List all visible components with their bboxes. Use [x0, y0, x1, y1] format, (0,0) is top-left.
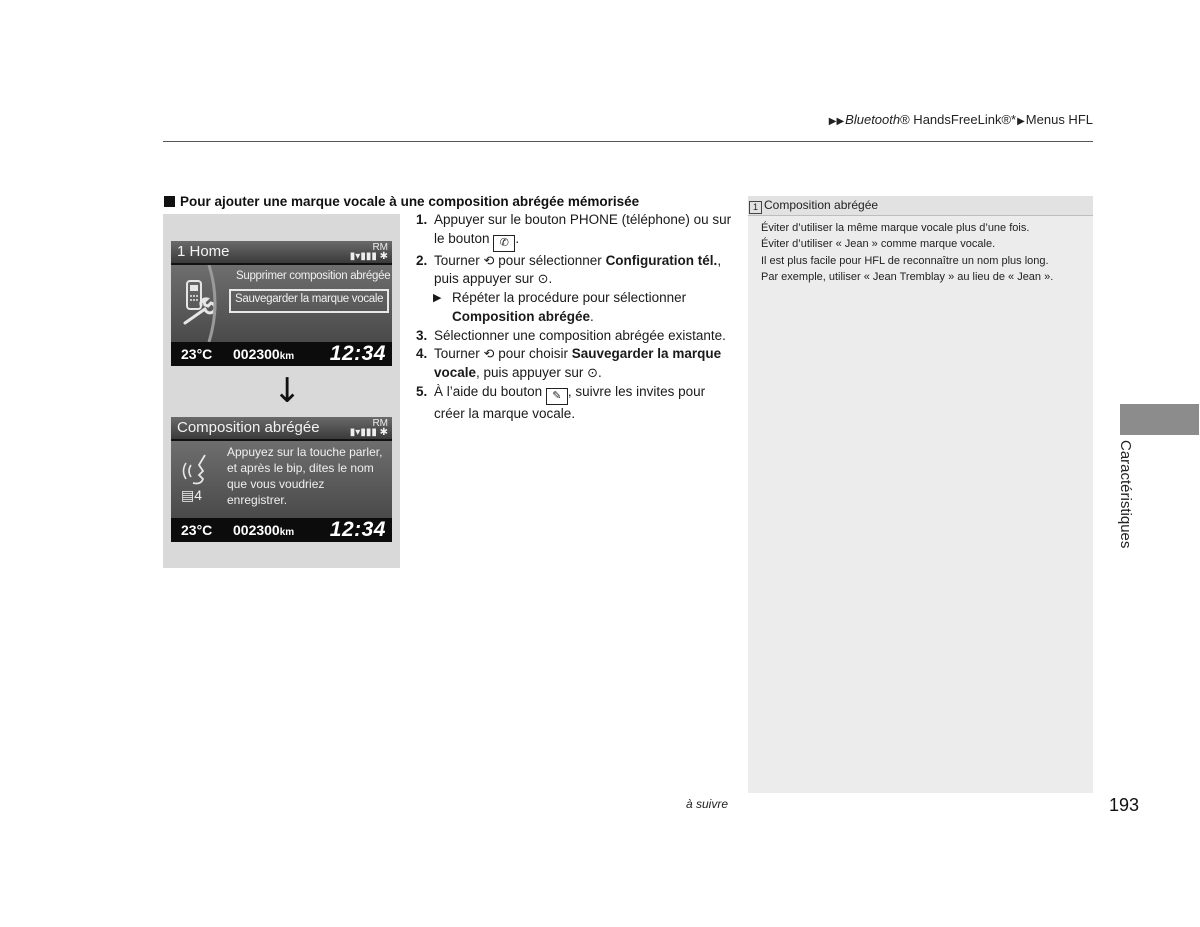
signal-icon: ▮▾▮▮▮ ✱ — [349, 427, 388, 438]
list-icon: ▤ — [181, 487, 195, 503]
step-text: Tourner — [434, 346, 480, 362]
down-arrow-icon: ↓ — [273, 371, 302, 411]
step-2 — [416, 252, 734, 289]
note-line: Par exemple, utiliser « Jean Tremblay » au lieu de « Jean ». — [761, 270, 1054, 283]
step-number: 5. — [416, 383, 428, 399]
step-text: , suivre les invites pour créer la marque vocale. — [434, 383, 706, 421]
temperature-readout: 23°C — [181, 346, 213, 362]
odometer-unit: km — [279, 527, 295, 538]
roaming-indicator: RM — [372, 418, 388, 429]
clock-readout: 12:34 — [329, 518, 386, 541]
interface-dial-rotate-icon: ⟲ — [483, 252, 495, 268]
screen-footer — [171, 342, 392, 366]
breadcrumb — [828, 112, 1093, 127]
interface-dial-press-icon: ⊙ — [587, 364, 599, 380]
step-number: 2. — [416, 252, 428, 268]
step-number: 1. — [416, 212, 428, 227]
chapter-tab-label — [1114, 440, 1136, 550]
voice-talk-icon — [179, 453, 213, 487]
step-menu-item: Sauvegarder la marque vocale — [434, 346, 722, 380]
screen-title: Composition abrégée — [177, 419, 320, 436]
screen-header — [171, 241, 392, 263]
step-5 — [416, 383, 734, 424]
signal-icon: ▮▾▮▮▮ ✱ — [349, 251, 388, 262]
clock-readout: 12:34 — [329, 342, 386, 365]
step-text: Tourner — [434, 252, 480, 268]
display-screen-menu — [171, 241, 392, 366]
talk-button-icon: ✎ — [546, 388, 568, 405]
odometer-value: 002300 — [233, 346, 280, 362]
note-line: Il est plus facile pour HFL de reconnaître un nom plus long. — [761, 254, 1049, 267]
substep-arrow-icon: ▶ — [433, 292, 442, 305]
display-screen-voice-prompt — [171, 417, 392, 542]
step-text: . — [598, 364, 602, 380]
square-bullet-icon — [164, 196, 175, 207]
side-note-body — [761, 220, 1086, 285]
chapter-tab-text: Caractéristiques — [1117, 440, 1134, 549]
breadcrumb-arrow-icon: ▶▶ — [828, 116, 845, 127]
voice-prompt-message: Appuyez sur la touche parler, et après le bip, dites le nom que vous voudriez enregistrer. — [227, 445, 383, 507]
step-number: 4. — [416, 346, 428, 362]
instruction-steps — [416, 211, 734, 423]
phone-button-icon: ✆ — [493, 235, 515, 252]
speed-dial-number: 4 — [194, 487, 203, 503]
note-line: Éviter d’utiliser « Jean » comme marque vocale. — [761, 238, 996, 251]
breadcrumb-arrow-icon: ▶ — [1017, 116, 1025, 127]
breadcrumb-item-suffix: ® HandsFreeLink®* — [900, 112, 1017, 127]
side-note-title — [748, 196, 1093, 216]
step-text: . — [515, 230, 520, 246]
step-text: Répéter la procédure pour sélectionner — [452, 290, 687, 306]
step-text: . — [548, 271, 553, 287]
screen-footer — [171, 518, 392, 542]
odometer-unit: km — [279, 351, 295, 362]
step-text: . — [590, 308, 594, 324]
step-text: pour sélectionner — [498, 252, 602, 268]
interface-dial-rotate-icon: ⟲ — [483, 346, 495, 362]
screen-header — [171, 417, 392, 439]
step-4 — [416, 345, 734, 382]
step-2-substep — [416, 289, 734, 326]
step-menu-item: Composition abrégée — [452, 308, 591, 324]
step-1 — [416, 211, 734, 252]
step-text: Appuyer sur le bouton PHONE (téléphone) ou sur le bouton — [434, 212, 732, 246]
step-text: À l’aide du bouton — [434, 383, 543, 399]
chapter-tab[interactable] — [1120, 404, 1199, 435]
header-divider — [163, 141, 1093, 142]
screen-body — [171, 265, 392, 342]
step-text: , puis appuyer sur — [434, 252, 722, 287]
interface-dial-press-icon: ⊙ — [537, 271, 549, 287]
screen-illustration — [163, 214, 400, 568]
breadcrumb-item-menus[interactable]: Menus HFL — [1025, 112, 1093, 127]
section-heading-text: Pour ajouter une marque vocale à une composition abrégée mémorisée — [180, 194, 640, 209]
breadcrumb-item-bluetooth[interactable]: Bluetooth — [845, 112, 901, 127]
step-menu-item: Configuration tél. — [605, 252, 718, 268]
status-indicators — [350, 243, 388, 261]
menu-option-delete[interactable]: Supprimer composition abrégée — [236, 270, 391, 282]
screen-body — [171, 441, 392, 518]
temperature-readout: 23°C — [181, 522, 213, 538]
continued-note: à suivre — [686, 797, 729, 811]
page-number: 193 — [1109, 795, 1140, 815]
step-3 — [416, 327, 734, 346]
side-note-title-text: Composition abrégée — [764, 198, 879, 212]
selector-arc — [205, 265, 225, 342]
status-indicators — [350, 419, 388, 437]
roaming-indicator: RM — [372, 242, 388, 253]
screen-title: 1 Home — [177, 243, 230, 260]
section-heading — [164, 194, 639, 209]
odometer-readout — [233, 522, 294, 538]
note-marker-icon: 1 — [749, 201, 762, 214]
menu-option-save-voice-tag[interactable]: Sauvegarder la marque vocale — [235, 293, 384, 305]
note-line: Éviter d’utiliser la même marque vocale plus d’une fois. — [761, 222, 1030, 234]
odometer-value: 002300 — [233, 522, 280, 538]
step-number: 3. — [416, 327, 428, 343]
step-text: , puis appuyer sur — [476, 364, 584, 380]
speed-dial-entry — [181, 487, 202, 504]
side-note-panel — [748, 196, 1093, 793]
step-text: pour choisir — [498, 346, 568, 362]
step-text: Sélectionner une composition abrégée existante. — [434, 327, 726, 343]
odometer-readout — [233, 346, 294, 362]
